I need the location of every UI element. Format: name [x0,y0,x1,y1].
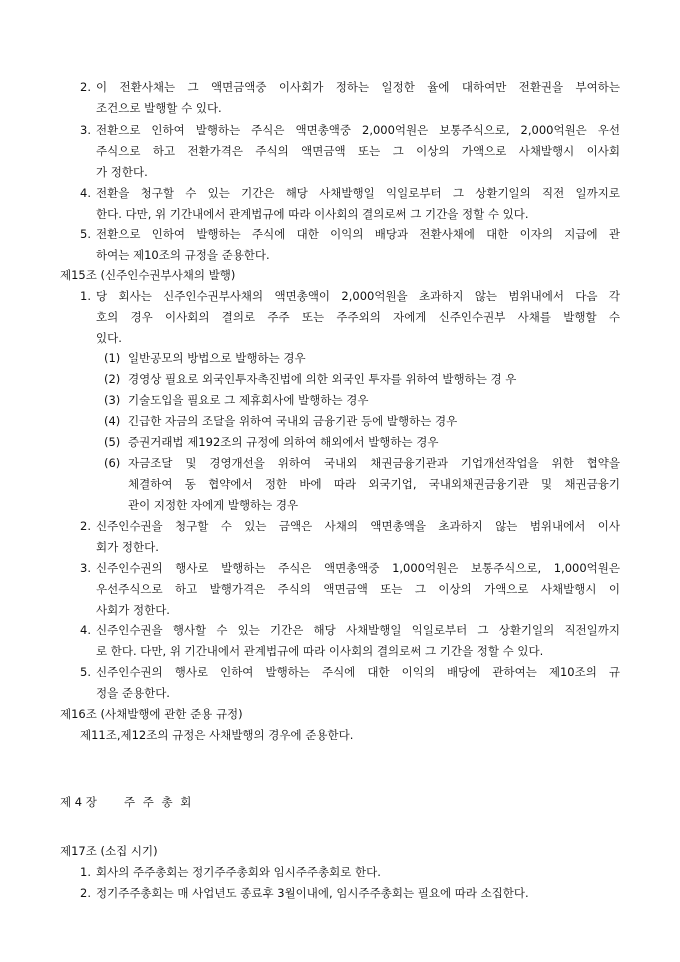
subitem-number: (4) [104,414,121,428]
item-text-line: 가 정한다. [96,165,148,179]
subitem-number: (5) [104,435,121,449]
item-text-line: 있다. [96,331,122,345]
item-text-line: 전환으로 인하여 발행하는 주식은 액면총액중 2,000억원은 보통주식으로, 2,000억원은 우선 [96,123,620,137]
subitem-text-line: 일반공모의 방법으로 발행하는 경우 [128,351,306,365]
item-text-line: 신주인수권의 행사로 발행하는 주식은 액면총액중 1,000억원은 보통주식으로, 1,000억원은 [96,561,620,575]
subitem-text-line: 관이 지정한 자에게 발행하는 경우 [128,498,299,512]
item-number: 5. [80,665,91,679]
item-number: 2. [80,80,91,94]
article-title: 제17조 (소집 시기) [60,844,158,858]
item-text-line: 하여는 제10조의 규정을 준용한다. [96,248,270,262]
item-text-line: 신주인수권의 행사로 인하여 발행하는 주식에 대한 이익의 배당에 관하여는 제10조의 규 [96,665,620,679]
subitem-text-line: 긴급한 자금의 조달을 위하여 국내외 금융기관 등에 발행하는 경우 [128,414,458,428]
item-text-line: 전환으로 인하여 발행하는 주식에 대한 이익의 배당과 전환사채에 대한 이자의 지급에 관 [96,227,620,241]
chapter-label: 제 4 장 [60,795,97,809]
item-number: 2. [80,519,91,533]
item-number: 4. [80,623,91,637]
item-text-line: 호의 경우 이사회의 결의로 주주 또는 주주외의 자에게 신주인수권부 사채를 발행할 수 [96,310,620,324]
article-title: 제16조 (사채발행에 관한 준용 규정) [60,707,243,721]
article-body: 제11조,제12조의 규정은 사채발행의 경우에 준용한다. [80,728,354,742]
item-text-line: 당 회사는 신주인수권부사채의 액면총액이 2,000억원을 초과하지 않는 범위내에서 다음 각 [96,289,620,303]
item-text-line: 조건으로 발행할 수 있다. [96,101,222,115]
subitem-number: (6) [104,456,121,470]
item-text-line: 사회가 정한다. [96,603,170,617]
item-number: 4. [80,186,91,200]
item-text-line: 회사의 주주총회는 정기주주총회와 임시주주총회로 한다. [96,865,381,879]
subitem-text-line: 경영상 필요로 외국인투자촉진법에 의한 외국인 투자를 위하여 발행하는 경 우 [128,372,517,386]
subitem-text-line: 체결하여 동 협약에서 정한 바에 따라 외국기업, 국내외채권금융기관 및 채권금융기 [128,477,620,491]
article-title: 제15조 (신주인수권부사채의 발행) [60,268,236,282]
item-text-line: 회가 정한다. [96,540,159,554]
item-text-line: 우선주식으로 하고 발행가격은 주식의 액면금액 또는 그 이상의 가액으로 사채발행시 이 [96,582,620,596]
item-text-line: 한다. 다만, 위 기간내에서 관계법규에 따라 이사회의 결의로써 그 기간을 정할 수 있다. [96,207,529,221]
chapter-title: 주 주 총 회 [124,795,192,809]
item-number: 1. [80,289,91,303]
item-text-line: 정기주주총회는 매 사업년도 종료후 3월이내에, 임시주주총회는 필요에 따라 소집한다. [96,886,529,900]
item-text-line: 로 한다. 다만, 위 기간내에서 관계법규에 따라 이사회의 결의로써 그 기간을 정할 수 있다. [96,644,544,658]
subitem-text-line: 증권거래법 제192조의 규정에 의하여 해외에서 발행하는 경우 [128,435,439,449]
subitem-number: (1) [104,351,121,365]
item-text-line: 신주인수권을 청구할 수 있는 금액은 사채의 액면총액을 초과하지 않는 범위내에서 이사 [96,519,620,533]
subitem-number: (3) [104,393,121,407]
item-number: 5. [80,227,91,241]
item-number: 3. [80,561,91,575]
item-number: 3. [80,123,91,137]
item-text-line: 정을 준용한다. [96,686,170,700]
subitem-text-line: 기술도입을 필요로 그 제휴회사에 발행하는 경우 [128,393,369,407]
subitem-text-line: 자금조달 및 경영개선을 위하여 국내외 채권금융기관과 기업개선작업을 위한 협약을 [128,456,620,470]
item-number: 1. [80,865,91,879]
item-text-line: 이 전환사채는 그 액면금액중 이사회가 정하는 일정한 율에 대하여만 전환권을 부여하는 [96,80,620,94]
subitem-number: (2) [104,372,121,386]
item-number: 2. [80,886,91,900]
item-text-line: 주식으로 하고 전환가격은 주식의 액면금액 또는 그 이상의 가액으로 사채발행시 이사회 [96,144,620,158]
item-text-line: 전환을 청구할 수 있는 기간은 해당 사채발행일 익일로부터 그 상환기일의 직전 일까지로 [96,186,620,200]
item-text-line: 신주인수권을 행사할 수 있는 기간은 해당 사채발행일 익일로부터 그 상환기일의 직전일까지 [96,623,620,637]
